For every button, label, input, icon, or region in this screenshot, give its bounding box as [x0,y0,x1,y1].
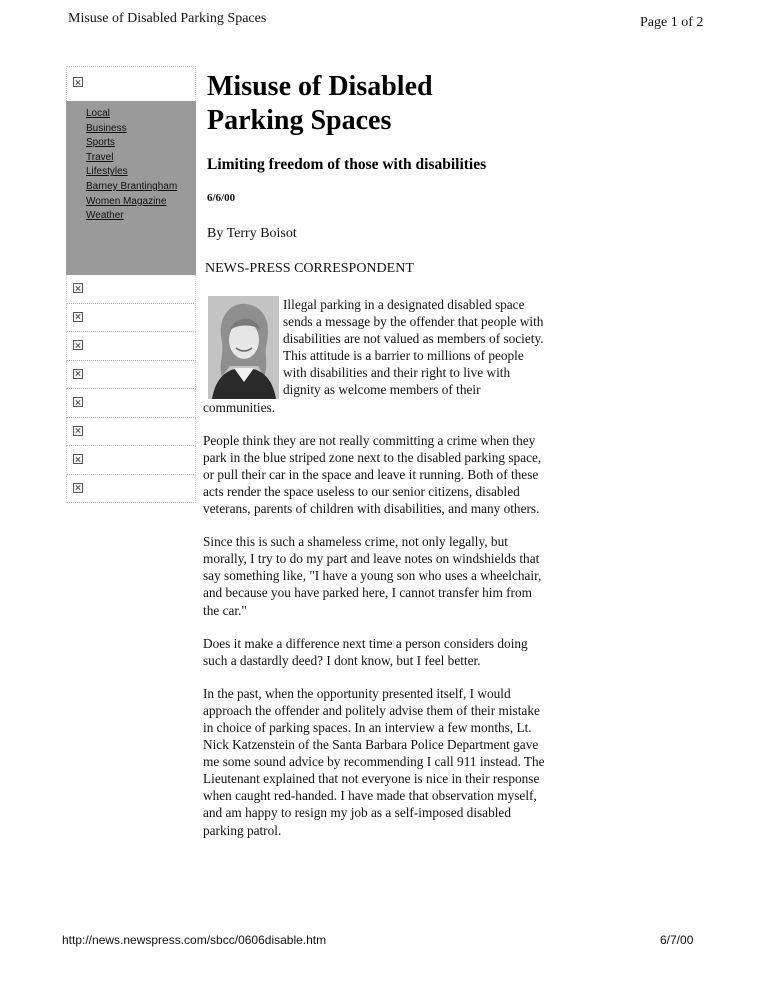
sidebar-item-sports[interactable]: Sports [86,137,115,149]
broken-image-icon [73,483,83,493]
sidebar-item-women-magazine[interactable]: Women Magazine [86,195,167,207]
article-headline: Misuse of Disabled Parking Spaces [207,71,433,136]
broken-image-icon [73,369,83,379]
article-paragraph: People think they are not really committing a crime when they park in the blue striped zone next to the disabled parking space, or pull their car in the space and leave it running. Both of these acts render the space useless to our senior citizens, disabled veterans, parents of children with disabilities, and many others. [203,432,542,517]
sidebar-nav [66,101,196,275]
article-date: 6/6/00 [207,192,236,204]
sidebar-ad-slot[interactable] [66,418,196,447]
sidebar-item-travel[interactable]: Travel [86,151,114,163]
sidebar-item-lifestyles[interactable]: Lifestyles [86,166,128,178]
sidebar-ad-slot[interactable] [66,475,196,504]
broken-image-icon [73,340,83,350]
article-paragraph: In the past, when the opportunity presented itself, I would approach the offender and politely advise them of their mistake in choice of parking spaces. In an interview a few months, Lt. Nick Katzenstein of the Santa Barbara Police Department gave me some sound advice by recommending I call 911 instead. The Lieutenant explained that not everyone is nice in their response when caught red-handed. I have made that observation myself, and am happy to resign my job as a self-imposed disabled parking patrol. [203,685,545,838]
broken-image-icon [73,283,83,293]
broken-image-icon [73,77,83,87]
sidebar-logo-slot [66,66,196,101]
page-url: http://news.newspress.com/sbcc/0606disable.htm [62,933,327,947]
sidebar-item-weather[interactable]: Weather [86,210,124,222]
sidebar-ad-slot[interactable] [66,332,196,361]
sidebar-ad-slot[interactable] [66,361,196,390]
article-paragraph: Since this is such a shameless crime, not only legally, but morally, I try to do my part and leave notes on windshields that say something like, "I have a young son who uses a wheelchair, and because you have parked here, I cannot transfer him from the car." [203,534,542,618]
author-role: NEWS-PRESS CORRESPONDENT [205,261,414,276]
broken-image-icon [73,397,83,407]
article-byline: By Terry Boisot [207,226,297,241]
sidebar-item-local[interactable]: Local [86,108,110,119]
sidebar-ad-slot[interactable] [66,446,196,475]
article-paragraph: Illegal parking in a designated disabled space sends a message by the offender that people with disabilities are not valued as members of society. This attitude is a barrier to millions of people with disabilities and their right to live with dignity as welcome members of their communities. [203,297,544,415]
sidebar-ad-slot[interactable] [66,304,196,333]
broken-image-icon [73,426,83,436]
sidebar [66,66,196,503]
article-paragraph: Does it make a difference next time a person considers doing such a dastardly deed? I dont know, but I feel better. [203,635,528,668]
article-subhead: Limiting freedom of those with disabilities [207,156,487,173]
broken-image-icon [73,454,83,464]
page-number: Page 1 of 2 [640,15,704,30]
sidebar-item-business[interactable]: Business [86,122,127,134]
sidebar-item-barney-brantingham[interactable]: Barney Brantingham [86,180,178,192]
broken-image-icon [73,312,83,322]
article-body [203,296,548,855]
print-date: 6/7/00 [660,933,694,947]
page-header-title: Misuse of Disabled Parking Spaces [68,11,267,26]
sidebar-ad-slot[interactable] [66,389,196,418]
sidebar-ad-slot[interactable] [66,275,196,304]
